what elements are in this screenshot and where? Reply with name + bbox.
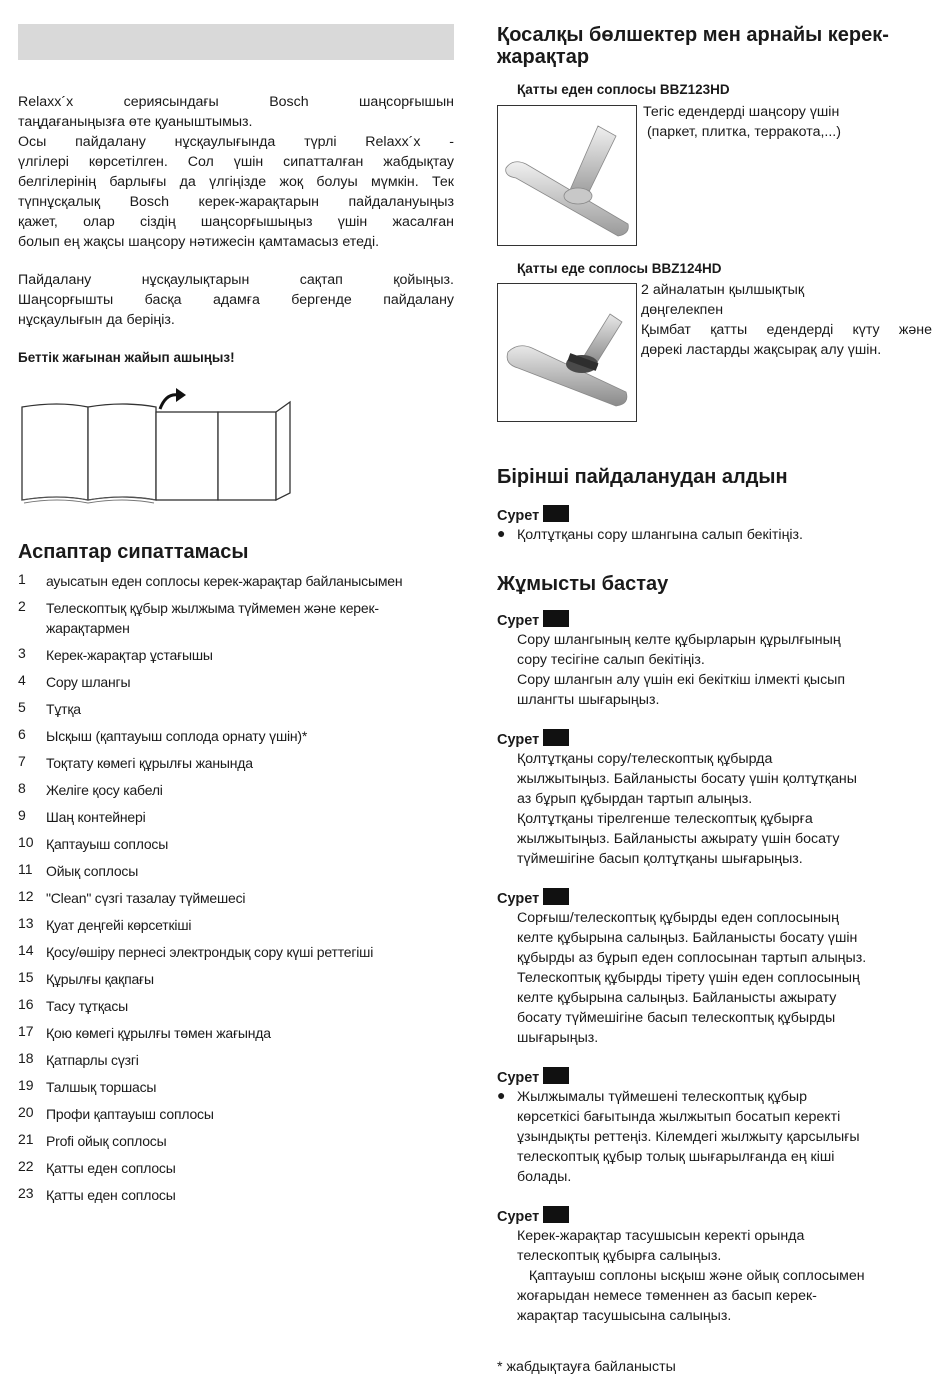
start-step-3 [517,908,866,1048]
description-line: Тегіс едендерді шаңсору үшін [643,104,840,120]
description-line: 2 айналатын қылшықтық [641,282,805,298]
parts-item-number: 18 [18,1050,34,1066]
figure-label-text: Сурет [497,1070,540,1086]
accessory-1-title: Қатты еден соплосы BBZ123HD [517,82,730,97]
parts-item-line: Profi ойық соплосы [46,1133,167,1149]
figure-label-text: Сурет [497,508,540,524]
parts-item-label [46,969,154,989]
first-use-heading: Бірінші пайдаланудан алдын [497,466,788,488]
bullet-icon: ● [497,525,506,541]
parts-item-label [46,1050,139,1070]
parts-item-line: Қатты еден соплосы [46,1160,176,1176]
parts-item-line: Қуат деңгейі көрсеткіші [46,917,192,933]
step-line: келте құбырына салыңыз. Байланысты босату үшін [517,930,858,946]
step-line: сору тесігіне салып бекітіңіз. [517,652,705,668]
start-step-5 [517,1226,865,1326]
step-line: босату түймешігіне басып телескоптық құбырды [517,1010,836,1026]
parts-item-number: 5 [18,699,26,715]
parts-item-line: Қатты еден соплосы [46,1187,176,1203]
parts-item-number: 14 [18,942,34,958]
step-line: келте құбырына салыңыз. Байланысты ажырату [517,990,837,1006]
step-line: шлангты шығарыңыз. [517,692,660,708]
parts-item-line: Тұтқа [46,701,81,717]
start-step-2 [517,749,857,869]
step-line: Сору шлангының келте құбырларын құрылғының [517,632,841,648]
parts-item-label [46,1023,271,1043]
step-line: телескоптық құбырға салыңыз. [517,1248,722,1264]
description-line: дөңгелекпен [641,302,724,318]
parts-item-line: Профи қаптауыш соплосы [46,1106,214,1122]
parts-item-number: 21 [18,1131,34,1147]
parts-item-line: Ойық соплосы [46,863,139,879]
step-line: Қолтұтқаны сору/телескоптық құбырда [517,751,773,767]
parts-item-number: 7 [18,753,26,769]
parts-item-label [46,1077,156,1097]
parts-item-label [46,888,245,908]
parts-item-label [46,942,373,962]
parts-item-line: Қаптауыш соплосы [46,836,169,852]
parts-item-label [46,861,138,881]
description-line: (паркет, плитка, терракота,...) [643,124,841,140]
header-bar [18,24,454,60]
start-heading: Жұмысты бастау [497,573,669,595]
parts-item-line: Телескоптық құбыр жылжыма түймемен және керек- [46,600,379,616]
parts-item-number: 13 [18,915,34,931]
parts-item-label [46,598,379,638]
accessories-heading-line: Қосалқы бөлшектер мен арнайы керек- [497,24,889,46]
parts-item-line: жарақтармен [46,620,130,636]
parts-item-number: 19 [18,1077,34,1093]
figure-label-text: Сурет [497,732,540,748]
bullet-icon: ● [497,1087,506,1103]
intro-line: үлгілері көрсетілген. Сол үшін сипатталған жабдықтау [18,154,454,170]
intro-word: Bosch [269,94,309,110]
figure-label [497,1206,569,1225]
parts-item-label [46,645,213,665]
intro-line: болып ең жақсы шаңсору нәтижесін қамтамасыз етеді. [18,234,380,250]
accessory-2-description [641,280,932,360]
parts-item-label [46,834,168,854]
figure-label [497,610,569,629]
parts-item-label [46,1131,166,1151]
parts-item-number: 2 [18,598,26,614]
parts-heading: Аспаптар сипаттамасы [18,541,249,563]
parts-item-line: Қосу/өшіру пернесі электрондық сору күші реттегіші [46,944,374,960]
step-line: түймешігіне басып қолтұтқаны шығарыңыз. [517,851,803,867]
accessory-1-description [643,102,841,142]
unfold-booklet-illustration [18,385,298,510]
parts-item-number: 22 [18,1158,34,1174]
parts-item-label [46,571,402,591]
accessory-2-title: Қатты еде соплосы BBZ124HD [517,261,722,276]
intro-line: нұсқаулығын да беріңіз. [18,312,175,328]
step-line: Телескоптық құбырды тірету үшін еден соплосының [517,970,860,986]
start-step-1 [517,630,845,710]
figure-number-box [543,610,569,627]
description-line: Қымбат қатты едендерді күту және [641,322,932,338]
parts-item-number: 3 [18,645,26,661]
parts-item-number: 11 [18,861,33,877]
figure-number-box [543,1067,569,1084]
parts-item-label [46,1158,176,1178]
parts-item-label [46,1185,176,1205]
figure-label [497,505,569,524]
first-use-step: Қолтұтқаны сору шлангына салып бекітіңіз. [517,527,804,543]
parts-item-number: 8 [18,780,26,796]
intro-line: түпнұсқалық Bosch керек-жарақтарын пайдалануыңыз [18,194,454,210]
figure-number-box [543,505,569,522]
intro-line [18,92,454,112]
parts-item-label [46,1104,214,1124]
intro-line: белгілерінің барлығы да үлгіңізде жоқ болуы мүмкін. Тек [18,174,454,190]
parts-item-label [46,807,146,827]
figure-label-text: Сурет [497,891,540,907]
step-line: аз бұрып құбырдан тартып алыңыз. [517,791,753,807]
step-line: Қаптауыш соплоны ысқыш және ойық соплосымен [517,1268,865,1284]
parts-item-line: Қатпарлы сүзгі [46,1052,139,1068]
parts-item-number: 16 [18,996,34,1012]
parts-item-number: 1 [18,571,26,587]
floor-nozzle-bbz124hd-image [497,283,637,422]
parts-item-line: Тасу тұтқасы [46,998,128,1014]
accessories-heading-line: жарақтар [497,46,590,68]
parts-item-number: 17 [18,1023,34,1039]
step-line: Қолтұтқаны тірелгенше телескоптық құбырға [517,811,813,827]
step-line: Сору шлангын алу үшін екі бекіткіш ілмекті қысып [517,672,846,688]
intro-paragraph [18,92,454,252]
parts-item-number: 20 [18,1104,34,1120]
parts-item-line: "Clean" сүзгі тазалау түймешесі [46,890,246,906]
step-line: телескоптық құбыр толық шығарылғанда ең кіші [517,1149,835,1165]
parts-item-line: Талшық торшасы [46,1079,157,1095]
step-line: Керек-жарақтар тасушысын керекті орында [517,1228,805,1244]
figure-label-text: Сурет [497,1209,540,1225]
figure-label [497,729,569,748]
figure-label-text: Сурет [497,613,540,629]
parts-item-label [46,996,128,1016]
parts-item-number: 4 [18,672,26,688]
intro-word: сериясындағы [123,94,219,110]
parts-item-line: Керек-жарақтар ұстағышы [46,647,213,663]
parts-item-line: Шаң контейнері [46,809,146,825]
parts-item-label [46,915,191,935]
intro-line: қажет, олар сіздің шаңсорғышыңыз үшін жасалған [18,214,454,230]
parts-item-line: Сору шлангы [46,674,131,690]
intro-word: Relaxx´x [18,94,74,110]
intro-line: таңдағаныңызға өте қуаныштымыз. [18,114,253,130]
intro-line: Осы пайдалану нұсқаулығында түрлі Relaxx´x - [18,134,454,150]
step-line: жарақтар тасушысына салыңыз. [517,1308,732,1324]
step-line: жоғарыдан немесе төменнен аз басып керек- [517,1288,817,1304]
parts-item-label [46,726,307,746]
step-line: құбырды аз бұрып еден соплосынан тартып алыңыз. [517,950,867,966]
intro-line: Пайдалану нұсқаулықтарын сақтап қойыңыз. [18,272,454,288]
parts-item-number: 15 [18,969,34,985]
parts-item-number: 10 [18,834,34,850]
parts-item-line: Құрылғы қақпағы [46,971,154,987]
step-line: шығарыңыз. [517,1030,599,1046]
description-line: дөрекі ластарды жақсырақ алу үшін. [641,342,882,358]
parts-item-number: 6 [18,726,26,742]
parts-item-line: Қою көмегі құрылғы төмен жағында [46,1025,271,1041]
intro-word: шаңсорғышын [359,94,454,110]
parts-item-label [46,699,81,719]
parts-item-line: Желіге қосу кабелі [46,782,163,798]
parts-item-label [46,672,130,692]
intro-line: Шаңсорғышты басқа адамға бергенде пайдалану [18,292,454,308]
step-line: ұзындықты реттеңіз. Кілемдегі жылжыту қарсылығы [517,1129,860,1145]
figure-label [497,888,569,907]
parts-item-line: Тоқтату көмегі құрылғы жанында [46,755,253,771]
floor-nozzle-bbz123hd-image [497,105,637,246]
save-manual-paragraph [18,270,454,330]
figure-number-box [543,1206,569,1223]
step-line: Жылжымалы түймешені телескоптық құбыр [517,1089,808,1105]
parts-item-label [46,780,163,800]
figure-number-box [543,729,569,746]
parts-item-number: 23 [18,1185,34,1201]
figure-label [497,1067,569,1086]
unfold-heading: Беттік жағынан жайып ашыңыз! [18,350,235,365]
start-step-4 [517,1087,860,1187]
step-line: көрсеткісі бағытында жылжытып босатып керекті [517,1109,841,1125]
parts-item-label [46,753,253,773]
parts-item-number: 12 [18,888,34,904]
step-line: Сорғыш/телескоптық құбырды еден соплосының [517,910,839,926]
step-line: жылжытыңыз. Байланысты босату үшін қолтұтқаны [517,771,857,787]
step-line: болады. [517,1169,572,1185]
parts-item-line: ауысатын еден соплосы керек-жарақтар байланысымен [46,573,403,589]
footnote: * жабдықтауға байланысты [497,1359,676,1375]
figure-number-box [543,888,569,905]
parts-item-line: Ысқыш (қаптауыш соплода орнату үшін)* [46,728,308,744]
parts-item-number: 9 [18,807,26,823]
accessories-heading [497,24,889,68]
step-line: жылжытыңыз. Байланысты ажырату үшін босату [517,831,840,847]
